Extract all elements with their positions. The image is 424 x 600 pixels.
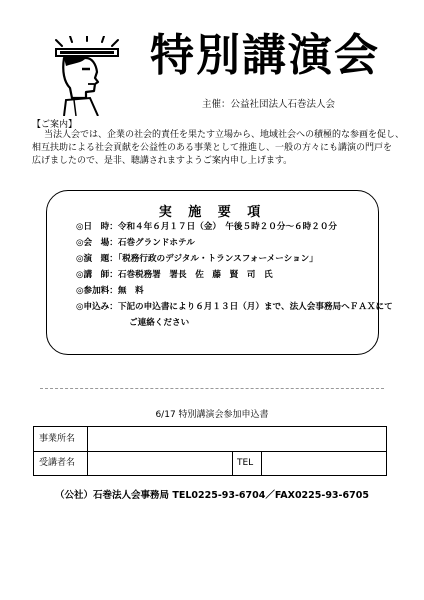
detail-venue: ◎会 場：石巻グランドホテル [76, 238, 195, 248]
office-name-field[interactable] [88, 427, 386, 451]
attendee-name-field[interactable] [88, 451, 232, 475]
office-name-label: 事業所名 [34, 427, 88, 451]
tel-label: TEL [232, 451, 262, 475]
detail-date: ◎日 時：令和４年６月１７日（金） 午後５時２０分～６時２０分 [76, 222, 338, 232]
form-title: 6/17 特別講演会参加申込書 [155, 410, 269, 420]
notice-line: 広げましたので、是非、聴講されますようご案内申し上げます。 [32, 156, 293, 166]
detail-fee: ◎参加料：無 料 [76, 286, 144, 296]
detail-topic: ◎演 題：「税務行政のデジタル・トランスフォーメーション」 [76, 254, 318, 264]
attendee-name-label: 受講者名 [34, 451, 88, 475]
detail-application: ◎申込み：下記の申込書により６月１３日（月）まで、法人会事務局へＦＡＸにて [76, 302, 393, 312]
idea-rays-icon [56, 36, 118, 46]
detail-application-cont: ご連絡ください [129, 318, 190, 328]
details-heading: 実 施 要 項 [158, 205, 267, 220]
form-row-attendee [34, 451, 386, 475]
detail-speaker: ◎講 師：石巻税務署 署長 佐 藤 賢 司 氏 [76, 270, 273, 280]
tel-field[interactable] [262, 451, 386, 475]
page-title: 特別講演会 [150, 30, 380, 81]
thinking-man-illustration [52, 36, 122, 116]
organizer-text: 主催：公益社団法人石巻法人会 [202, 99, 336, 110]
notice-heading: 【ご案内】 [32, 120, 78, 130]
contact-footer: （公社）石巻法人会事務局 TEL0225-93-6704／FAX0225-93-6705 [55, 490, 369, 501]
form-row-office [34, 427, 386, 452]
application-form [33, 426, 387, 476]
notice-line: 当法人会では、企業の社会的責任を果たす立場から、地域社会への積極的な参画を促し、 [44, 130, 405, 140]
notice-line: 相互扶助による社会貢献を公益性のある事業として推進し、一般の方々にも講演の門戸を [32, 143, 393, 153]
cut-line-divider [40, 388, 384, 389]
